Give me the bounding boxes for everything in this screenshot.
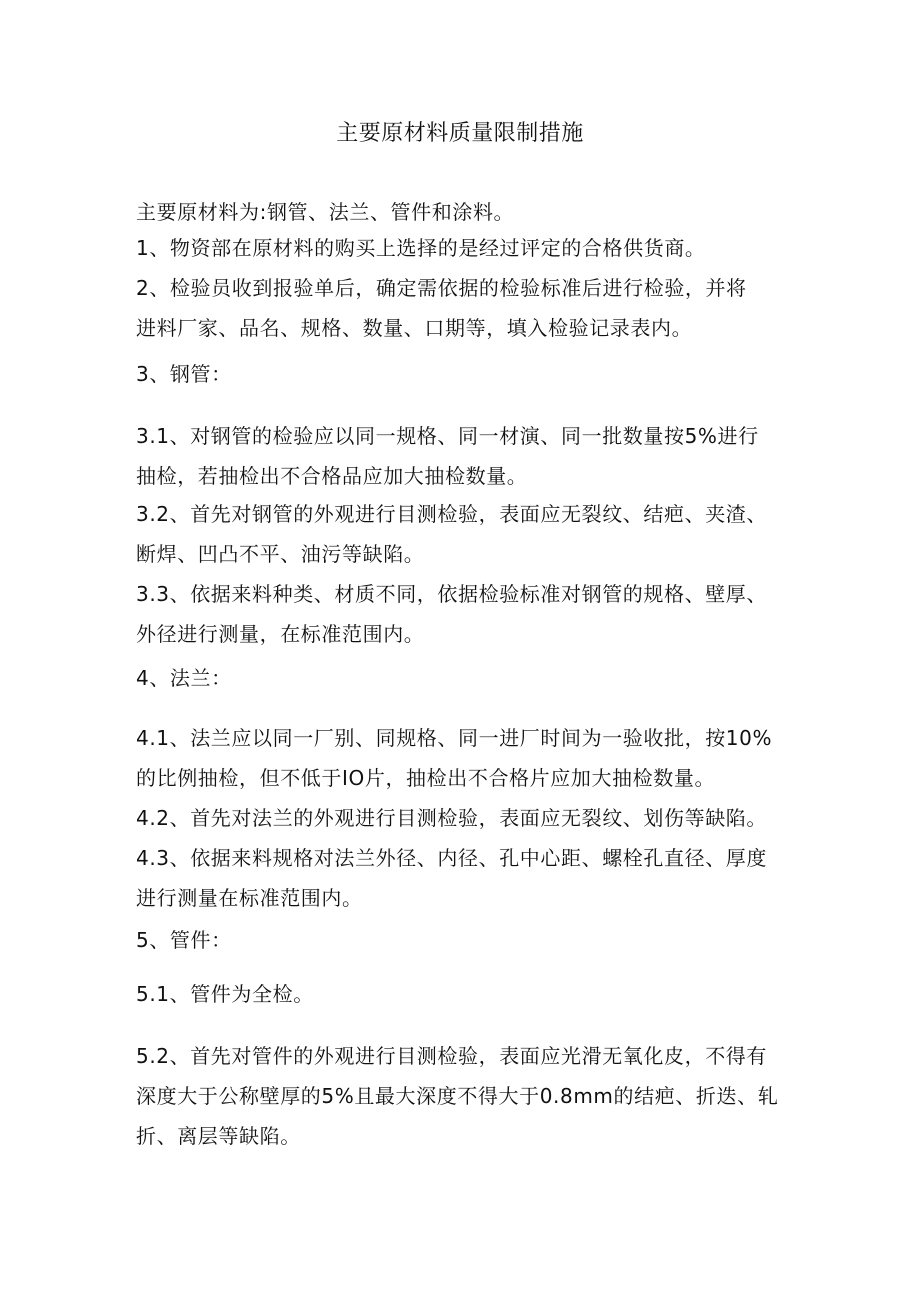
paragraph-line: 3.2、首先对钢管的外观进行目测检验，表面应无裂纹、结疤、夹渣、: [136, 502, 768, 526]
paragraph-3-2: [136, 494, 796, 574]
paragraph-2: [136, 268, 796, 348]
section-heading: 5、管件：: [136, 928, 232, 952]
paragraph-line: 2、检验员收到报验单后，确定需依据的检验标准后进行检验，并将: [136, 276, 747, 300]
paragraph-line: 4.2、首先对法兰的外观进行目测检验，表面应无裂纹、划伤等缺陷。: [136, 806, 768, 830]
paragraph-5-1: [136, 974, 796, 1014]
paragraph-line: 进行测量在标准范围内。: [136, 886, 363, 910]
paragraph-3-1: [136, 416, 796, 496]
paragraph-line: 抽检，若抽检出不合格品应加大抽检数量。: [136, 464, 528, 488]
paragraph-line: 的比例抽检，但不低于IO片，抽检出不合格片应加大抽检数量。: [136, 766, 716, 790]
paragraph-line: 4.1、法兰应以同一厂别、同规格、同一进厂时间为一验收批，按10%: [136, 726, 773, 750]
paragraph-4-2: [136, 798, 796, 838]
paragraph-line: 断焊、凹凸不平、油污等缺陷。: [136, 542, 425, 566]
document-title: 主要原材料质量限制措施: [336, 121, 584, 146]
paragraph-intro: [136, 192, 796, 232]
paragraph-line: 3.3、依据来料种类、材质不同，依据检验标准对钢管的规格、壁厚、: [136, 582, 768, 606]
section-heading: 4、法兰：: [136, 666, 232, 690]
paragraph-4-3: [136, 838, 796, 918]
paragraph-1: [136, 228, 796, 268]
paragraph-line: 5.2、首先对管件的外观进行目测检验，表面应光滑无氧化皮，不得有: [136, 1044, 768, 1068]
paragraph-line: 进料厂家、品名、规格、数量、口期等，填入检验记录表内。: [136, 316, 693, 340]
paragraph-4-1: [136, 718, 796, 798]
heading-section-3: [136, 354, 796, 394]
paragraph-line: 4.3、依据来料规格对法兰外径、内径、孔中心距、螺栓孔直径、厚度: [136, 846, 768, 870]
heading-section-5: [136, 920, 796, 960]
paragraph-line: 深度大于公称壁厚的5%且最大深度不得大于0.8mm的结疤、折迭、轧: [136, 1084, 779, 1108]
section-heading: 3、钢管：: [136, 362, 232, 386]
paragraph-line: 主要原材料为:钢管、法兰、管件和涂料。: [136, 200, 515, 224]
paragraph-3-3: [136, 574, 796, 654]
heading-section-4: [136, 658, 796, 698]
paragraph-5-2: [136, 1036, 796, 1156]
paragraph-line: 外径进行测量，在标准范围内。: [136, 622, 425, 646]
paragraph-line: 折、离层等缺陷。: [136, 1124, 301, 1148]
paragraph-line: 5.1、管件为全检。: [136, 982, 314, 1006]
paragraph-line: 3.1、对钢管的检验应以同一规格、同一材演、同一批数量按5%进行: [136, 424, 759, 448]
paragraph-line: 1、物资部在原材料的购买上选择的是经过评定的合格供货商。: [136, 236, 706, 260]
